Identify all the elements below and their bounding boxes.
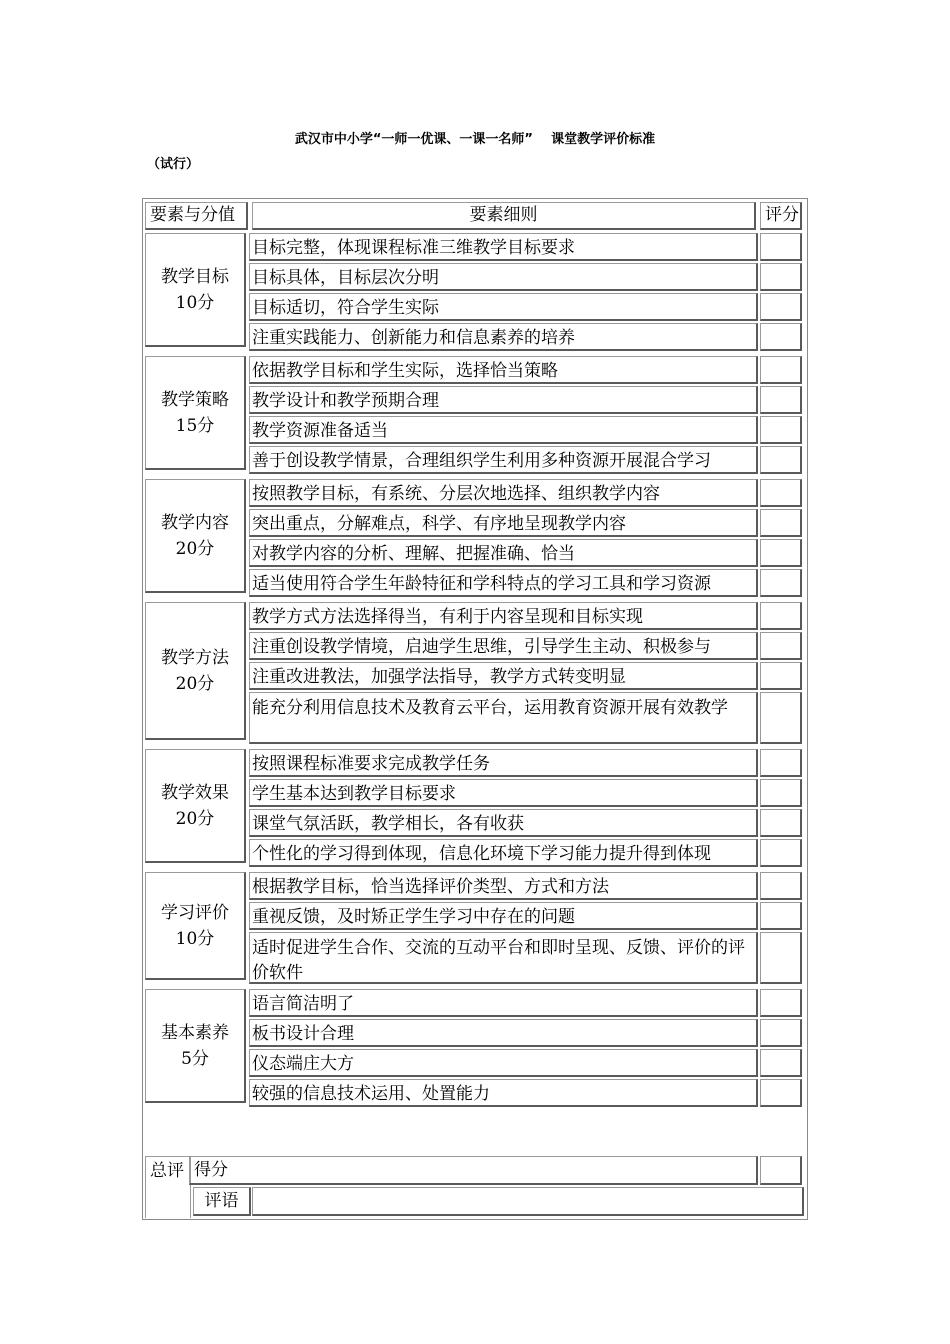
header-rating: 评分 xyxy=(760,202,802,230)
criterion-item: 目标完整，体现课程标准三维教学目标要求 xyxy=(249,233,758,261)
criterion-item: 目标适切，符合学生实际 xyxy=(249,293,758,321)
criterion-item: 按照课程标准要求完成教学任务 xyxy=(249,749,758,777)
rating-cell xyxy=(760,872,802,900)
category-name: 教学内容 xyxy=(161,512,229,533)
rating-cell xyxy=(760,839,802,867)
header-element-score: 要素与分值 xyxy=(145,202,248,230)
criterion-item: 教学方式方法选择得当，有利于内容呈现和目标实现 xyxy=(249,602,758,630)
category-name: 学习评价 xyxy=(161,902,229,923)
rating-cell xyxy=(760,293,802,321)
rating-cell xyxy=(760,749,802,777)
rating-cell xyxy=(760,479,802,507)
criterion-item: 仪态端庄大方 xyxy=(249,1049,758,1077)
category-points: 20分 xyxy=(175,538,215,559)
rating-cell xyxy=(760,809,802,837)
document-title: 武汉市中小学“一师一优课、一课一名师” 课堂教学评价标准 xyxy=(294,132,656,147)
summary-comment-cell xyxy=(252,1187,804,1216)
summary-score-label: 得分 xyxy=(189,1156,758,1185)
category-cell xyxy=(145,356,246,470)
header-detail: 要素细则 xyxy=(252,202,756,230)
rating-cell xyxy=(760,509,802,537)
criterion-item: 重视反馈，及时矫正学生学习中存在的问题 xyxy=(249,902,758,930)
category-points: 20分 xyxy=(175,673,215,694)
category-cell xyxy=(145,233,246,347)
category-points: 10分 xyxy=(175,928,215,949)
category-points: 20分 xyxy=(175,808,215,829)
category-name: 教学方法 xyxy=(161,647,229,668)
rating-cell xyxy=(760,323,802,351)
category-name: 教学效果 xyxy=(161,782,229,803)
criterion-item: 课堂气氛活跃，教学相长，各有收获 xyxy=(249,809,758,837)
document-subtitle: （试行） xyxy=(147,157,200,172)
rating-cell xyxy=(760,1079,802,1107)
rating-cell xyxy=(760,356,802,384)
category-cell xyxy=(145,989,246,1103)
rating-cell xyxy=(760,1049,802,1077)
criterion-item: 善于创设教学情景，合理组织学生利用多种资源开展混合学习 xyxy=(249,446,758,474)
rating-cell xyxy=(760,779,802,807)
category-points: 5分 xyxy=(181,1048,209,1069)
category-points: 15分 xyxy=(175,415,215,436)
criterion-item: 教学设计和教学预期合理 xyxy=(249,386,758,414)
category-name: 教学策略 xyxy=(161,389,229,410)
criterion-item: 学生基本达到教学目标要求 xyxy=(249,779,758,807)
rating-cell xyxy=(760,692,802,744)
rating-cell xyxy=(760,233,802,261)
criterion-item: 注重改进教法，加强学法指导，教学方式转变明显 xyxy=(249,662,758,690)
criterion-item: 根据教学目标，恰当选择评价类型、方式和方法 xyxy=(249,872,758,900)
rating-cell xyxy=(760,989,802,1017)
rating-cell xyxy=(760,902,802,930)
criterion-item: 教学资源准备适当 xyxy=(249,416,758,444)
criterion-item: 个性化的学习得到体现，信息化环境下学习能力提升得到体现 xyxy=(249,839,758,867)
criterion-item: 能充分利用信息技术及教育云平台，运用教育资源开展有效教学 xyxy=(249,692,758,744)
rating-cell xyxy=(760,569,802,597)
criterion-item: 适时促进学生合作、交流的互动平台和即时呈现、反馈、评价的评价软件 xyxy=(249,932,758,984)
criterion-item: 目标具体，目标层次分明 xyxy=(249,263,758,291)
rating-cell xyxy=(760,932,802,984)
rating-cell xyxy=(760,662,802,690)
criterion-item: 依据教学目标和学生实际，选择恰当策略 xyxy=(249,356,758,384)
criterion-item: 对教学内容的分析、理解、把握准确、恰当 xyxy=(249,539,758,567)
category-cell xyxy=(145,479,246,593)
criterion-item: 注重创设教学情境，启迪学生思维，引导学生主动、积极参与 xyxy=(249,632,758,660)
rating-cell xyxy=(760,1019,802,1047)
rating-cell xyxy=(760,386,802,414)
rating-cell xyxy=(760,446,802,474)
summary-label: 总评 xyxy=(145,1156,191,1218)
category-name: 教学目标 xyxy=(161,266,229,287)
criterion-item: 语言简洁明了 xyxy=(249,989,758,1017)
criterion-item: 板书设计合理 xyxy=(249,1019,758,1047)
summary-score-cell xyxy=(760,1156,802,1185)
criterion-item: 突出重点，分解难点，科学、有序地呈现教学内容 xyxy=(249,509,758,537)
rating-cell xyxy=(760,263,802,291)
summary-comment-label: 评语 xyxy=(193,1187,251,1216)
category-cell xyxy=(145,872,246,980)
rating-cell xyxy=(760,602,802,630)
criterion-item: 较强的信息技术运用、处置能力 xyxy=(249,1079,758,1107)
rating-cell xyxy=(760,539,802,567)
category-cell xyxy=(145,602,246,740)
category-points: 10分 xyxy=(175,292,215,313)
category-cell xyxy=(145,749,246,863)
category-name: 基本素养 xyxy=(161,1022,229,1043)
rating-cell xyxy=(760,632,802,660)
criterion-item: 注重实践能力、创新能力和信息素养的培养 xyxy=(249,323,758,351)
criterion-item: 按照教学目标，有系统、分层次地选择、组织教学内容 xyxy=(249,479,758,507)
rating-cell xyxy=(760,416,802,444)
criterion-item: 适当使用符合学生年龄特征和学科特点的学习工具和学习资源 xyxy=(249,569,758,597)
